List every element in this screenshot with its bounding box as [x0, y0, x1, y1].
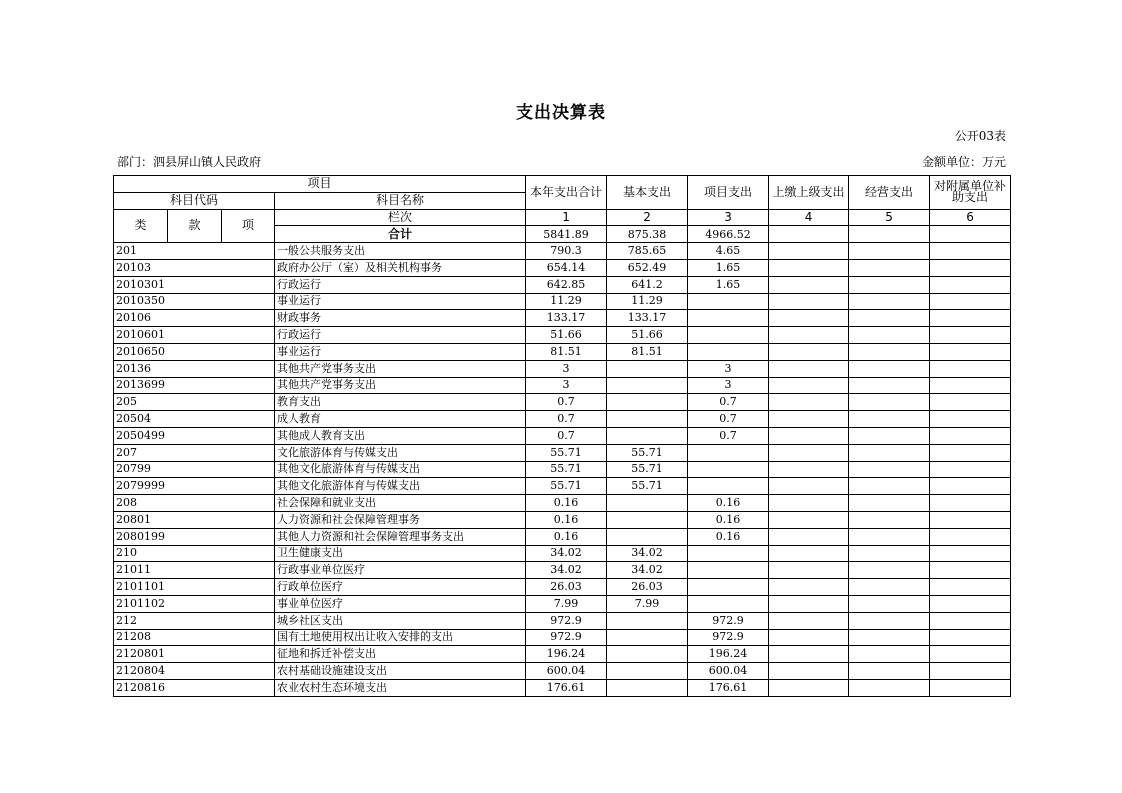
subject-name: 卫生健康支出 — [275, 545, 526, 562]
value-remit — [769, 562, 849, 579]
value-basic — [607, 377, 688, 394]
value-subsidy — [930, 293, 1011, 310]
value-project — [688, 327, 769, 344]
subject-code: 20136 — [114, 360, 275, 377]
page-title: 支出决算表 — [516, 103, 606, 123]
value-basic: 34.02 — [607, 545, 688, 562]
value-total: 3 — [526, 360, 607, 377]
value-operating — [849, 444, 930, 461]
subject-code: 2079999 — [114, 478, 275, 495]
table-row — [114, 545, 1011, 562]
value-subsidy — [930, 259, 1011, 276]
value-remit — [769, 394, 849, 411]
subject-name: 一般公共服务支出 — [275, 243, 526, 260]
value-remit — [769, 259, 849, 276]
value-subsidy — [930, 579, 1011, 596]
value-basic — [607, 511, 688, 528]
value-operating — [849, 427, 930, 444]
value-remit — [769, 595, 849, 612]
table-row — [114, 612, 1011, 629]
value-basic: 34.02 — [607, 562, 688, 579]
value-basic — [607, 411, 688, 428]
subject-name: 城乡社区支出 — [275, 612, 526, 629]
value-operating — [849, 545, 930, 562]
value-subsidy — [930, 545, 1011, 562]
value-basic: 133.17 — [607, 310, 688, 327]
value-remit — [769, 360, 849, 377]
subject-name: 社会保障和就业支出 — [275, 495, 526, 512]
table-row — [114, 646, 1011, 663]
value-project: 600.04 — [688, 663, 769, 680]
table-row — [114, 528, 1011, 545]
total-cell: 875.38 — [607, 226, 688, 243]
value-total: 654.14 — [526, 259, 607, 276]
value-basic: 785.65 — [607, 243, 688, 260]
value-operating — [849, 562, 930, 579]
value-total: 34.02 — [526, 545, 607, 562]
header-xiang: 项 — [222, 209, 275, 243]
value-subsidy — [930, 461, 1011, 478]
form-number: 公开03表 — [954, 129, 1006, 143]
value-total: 176.61 — [526, 679, 607, 696]
value-basic: 26.03 — [607, 579, 688, 596]
value-subsidy — [930, 511, 1011, 528]
value-operating — [849, 663, 930, 680]
value-project: 1.65 — [688, 259, 769, 276]
subject-code: 2120801 — [114, 646, 275, 663]
value-operating — [849, 377, 930, 394]
table-row — [114, 310, 1011, 327]
value-subsidy — [930, 528, 1011, 545]
value-operating — [849, 495, 930, 512]
value-project: 3 — [688, 377, 769, 394]
col-num: 1 — [526, 209, 607, 226]
subject-name: 其他文化旅游体育与传媒支出 — [275, 461, 526, 478]
value-basic — [607, 646, 688, 663]
value-basic — [607, 360, 688, 377]
value-subsidy — [930, 663, 1011, 680]
value-project — [688, 343, 769, 360]
value-project — [688, 562, 769, 579]
value-operating — [849, 276, 930, 293]
value-operating — [849, 612, 930, 629]
value-basic: 81.51 — [607, 343, 688, 360]
value-remit — [769, 579, 849, 596]
value-operating — [849, 461, 930, 478]
header-col-project: 项目支出 — [688, 176, 769, 210]
col-num: 2 — [607, 209, 688, 226]
value-basic — [607, 679, 688, 696]
subject-name: 财政事务 — [275, 310, 526, 327]
table-row — [114, 360, 1011, 377]
value-total: 790.3 — [526, 243, 607, 260]
subject-name: 事业运行 — [275, 343, 526, 360]
subject-code: 21208 — [114, 629, 275, 646]
subject-name: 农村基础设施建设支出 — [275, 663, 526, 680]
value-project — [688, 545, 769, 562]
col-num: 6 — [930, 209, 1011, 226]
subject-name: 行政事业单位医疗 — [275, 562, 526, 579]
value-total: 0.16 — [526, 511, 607, 528]
value-subsidy — [930, 495, 1011, 512]
value-remit — [769, 663, 849, 680]
subject-name: 人力资源和社会保障管理事务 — [275, 511, 526, 528]
subject-code: 2010650 — [114, 343, 275, 360]
subject-code: 210 — [114, 545, 275, 562]
value-total: 196.24 — [526, 646, 607, 663]
value-total: 0.7 — [526, 394, 607, 411]
value-basic — [607, 629, 688, 646]
total-cell — [769, 226, 849, 243]
value-total: 0.16 — [526, 528, 607, 545]
subject-code: 2013699 — [114, 377, 275, 394]
subject-code: 207 — [114, 444, 275, 461]
subject-name: 事业运行 — [275, 293, 526, 310]
table-row — [114, 427, 1011, 444]
value-project — [688, 595, 769, 612]
value-basic — [607, 663, 688, 680]
value-remit — [769, 377, 849, 394]
value-total: 34.02 — [526, 562, 607, 579]
value-remit — [769, 528, 849, 545]
value-project: 0.7 — [688, 411, 769, 428]
value-basic: 55.71 — [607, 461, 688, 478]
value-project: 0.16 — [688, 528, 769, 545]
value-project: 0.16 — [688, 511, 769, 528]
value-basic — [607, 612, 688, 629]
value-total: 11.29 — [526, 293, 607, 310]
col-num: 4 — [769, 209, 849, 226]
value-operating — [849, 679, 930, 696]
subject-name: 政府办公厅（室）及相关机构事务 — [275, 259, 526, 276]
value-subsidy — [930, 394, 1011, 411]
value-operating — [849, 394, 930, 411]
subject-name: 事业单位医疗 — [275, 595, 526, 612]
header-col-operating: 经营支出 — [849, 176, 930, 210]
value-subsidy — [930, 377, 1011, 394]
value-operating — [849, 327, 930, 344]
value-operating — [849, 528, 930, 545]
subject-name: 其他文化旅游体育与传媒支出 — [275, 478, 526, 495]
table-row — [114, 394, 1011, 411]
value-operating — [849, 595, 930, 612]
value-project — [688, 444, 769, 461]
value-total: 0.16 — [526, 495, 607, 512]
value-project — [688, 293, 769, 310]
subject-code: 20504 — [114, 411, 275, 428]
subject-code: 212 — [114, 612, 275, 629]
value-subsidy — [930, 629, 1011, 646]
table-row — [114, 243, 1011, 260]
value-basic: 11.29 — [607, 293, 688, 310]
value-subsidy — [930, 327, 1011, 344]
subject-code: 2080199 — [114, 528, 275, 545]
value-operating — [849, 646, 930, 663]
subject-code: 2050499 — [114, 427, 275, 444]
value-operating — [849, 411, 930, 428]
subject-name: 其他人力资源和社会保障管理事务支出 — [275, 528, 526, 545]
value-remit — [769, 461, 849, 478]
total-label: 合计 — [275, 226, 526, 243]
value-operating — [849, 579, 930, 596]
value-subsidy — [930, 562, 1011, 579]
table-row — [114, 259, 1011, 276]
value-project: 176.61 — [688, 679, 769, 696]
value-total: 7.99 — [526, 595, 607, 612]
subject-name: 文化旅游体育与传媒支出 — [275, 444, 526, 461]
table-row — [114, 595, 1011, 612]
value-subsidy — [930, 612, 1011, 629]
value-subsidy — [930, 310, 1011, 327]
header-col-subsidy: 对附属单位补助支出 — [930, 176, 1011, 210]
value-remit — [769, 478, 849, 495]
subject-code: 2010350 — [114, 293, 275, 310]
header-lanci: 栏次 — [275, 209, 526, 226]
value-remit — [769, 679, 849, 696]
value-total: 133.17 — [526, 310, 607, 327]
table-row — [114, 478, 1011, 495]
value-project — [688, 461, 769, 478]
table-row — [114, 663, 1011, 680]
value-total: 55.71 — [526, 478, 607, 495]
value-remit — [769, 612, 849, 629]
amount-unit-label: 金额单位：万元 — [921, 155, 1006, 169]
value-project: 4.65 — [688, 243, 769, 260]
subject-name: 征地和拆迁补偿支出 — [275, 646, 526, 663]
value-basic: 51.66 — [607, 327, 688, 344]
value-basic: 641.2 — [607, 276, 688, 293]
value-remit — [769, 293, 849, 310]
value-operating — [849, 478, 930, 495]
value-operating — [849, 293, 930, 310]
value-project: 972.9 — [688, 612, 769, 629]
value-subsidy — [930, 427, 1011, 444]
value-total: 600.04 — [526, 663, 607, 680]
value-remit — [769, 545, 849, 562]
value-subsidy — [930, 444, 1011, 461]
value-total: 972.9 — [526, 612, 607, 629]
value-remit — [769, 276, 849, 293]
value-project: 0.16 — [688, 495, 769, 512]
table-row — [114, 293, 1011, 310]
value-remit — [769, 411, 849, 428]
value-remit — [769, 310, 849, 327]
subject-code: 2101101 — [114, 579, 275, 596]
value-subsidy — [930, 343, 1011, 360]
value-total: 55.71 — [526, 444, 607, 461]
total-cell — [930, 226, 1011, 243]
value-total: 972.9 — [526, 629, 607, 646]
subject-code: 21011 — [114, 562, 275, 579]
table-row — [114, 679, 1011, 696]
table-row — [114, 562, 1011, 579]
value-remit — [769, 444, 849, 461]
expenditure-table — [113, 175, 1011, 697]
header-col-basic: 基本支出 — [607, 176, 688, 210]
table-row — [114, 629, 1011, 646]
value-subsidy — [930, 478, 1011, 495]
value-subsidy — [930, 276, 1011, 293]
value-remit — [769, 427, 849, 444]
value-total: 0.7 — [526, 427, 607, 444]
value-subsidy — [930, 360, 1011, 377]
department-label: 部门：泗县屏山镇人民政府 — [117, 155, 262, 169]
value-operating — [849, 360, 930, 377]
value-basic: 55.71 — [607, 444, 688, 461]
subject-code: 2120816 — [114, 679, 275, 696]
value-project — [688, 579, 769, 596]
subject-code: 2120804 — [114, 663, 275, 680]
value-subsidy — [930, 411, 1011, 428]
header-col-remit: 上缴上级支出 — [769, 176, 849, 210]
value-total: 642.85 — [526, 276, 607, 293]
value-operating — [849, 243, 930, 260]
table-row — [114, 411, 1011, 428]
value-basic: 55.71 — [607, 478, 688, 495]
subject-name: 其他成人教育支出 — [275, 427, 526, 444]
subject-code: 20106 — [114, 310, 275, 327]
subject-name: 教育支出 — [275, 394, 526, 411]
header-col-total: 本年支出合计 — [526, 176, 607, 210]
subject-code: 205 — [114, 394, 275, 411]
value-remit — [769, 343, 849, 360]
value-remit — [769, 243, 849, 260]
table-row — [114, 511, 1011, 528]
value-total: 0.7 — [526, 411, 607, 428]
value-operating — [849, 343, 930, 360]
value-basic — [607, 495, 688, 512]
value-remit — [769, 327, 849, 344]
header-category: 类 — [114, 209, 168, 243]
value-remit — [769, 629, 849, 646]
value-remit — [769, 646, 849, 663]
value-operating — [849, 511, 930, 528]
subject-code: 20103 — [114, 259, 275, 276]
table-row — [114, 276, 1011, 293]
subject-name: 行政运行 — [275, 327, 526, 344]
value-total: 3 — [526, 377, 607, 394]
value-project: 1.65 — [688, 276, 769, 293]
col-num: 3 — [688, 209, 769, 226]
value-total: 55.71 — [526, 461, 607, 478]
value-total: 81.51 — [526, 343, 607, 360]
subject-code: 2101102 — [114, 595, 275, 612]
subject-code: 20799 — [114, 461, 275, 478]
subject-code: 201 — [114, 243, 275, 260]
value-subsidy — [930, 243, 1011, 260]
value-basic — [607, 528, 688, 545]
value-remit — [769, 495, 849, 512]
subject-name: 行政运行 — [275, 276, 526, 293]
table-row — [114, 343, 1011, 360]
subject-code: 208 — [114, 495, 275, 512]
header-item: 项目 — [114, 176, 526, 193]
subject-code: 2010301 — [114, 276, 275, 293]
subject-name: 农业农村生态环境支出 — [275, 679, 526, 696]
table-row — [114, 377, 1011, 394]
table-row — [114, 327, 1011, 344]
total-cell — [849, 226, 930, 243]
value-total: 51.66 — [526, 327, 607, 344]
table-row — [114, 461, 1011, 478]
total-cell: 5841.89 — [526, 226, 607, 243]
value-remit — [769, 511, 849, 528]
value-project — [688, 478, 769, 495]
value-operating — [849, 629, 930, 646]
subject-code: 2010601 — [114, 327, 275, 344]
header-kuan: 款 — [168, 209, 222, 243]
value-subsidy — [930, 679, 1011, 696]
value-project — [688, 310, 769, 327]
subject-code: 20801 — [114, 511, 275, 528]
value-total: 26.03 — [526, 579, 607, 596]
total-cell: 4966.52 — [688, 226, 769, 243]
value-basic — [607, 427, 688, 444]
table-row — [114, 579, 1011, 596]
table-row — [114, 444, 1011, 461]
subject-name: 行政单位医疗 — [275, 579, 526, 596]
value-project: 0.7 — [688, 427, 769, 444]
header-code: 科目代码 — [114, 192, 275, 209]
value-basic: 7.99 — [607, 595, 688, 612]
subject-name: 国有土地使用权出让收入安排的支出 — [275, 629, 526, 646]
value-subsidy — [930, 646, 1011, 663]
value-project: 0.7 — [688, 394, 769, 411]
value-basic — [607, 394, 688, 411]
header-name: 科目名称 — [275, 192, 526, 209]
subject-name: 其他共产党事务支出 — [275, 377, 526, 394]
col-num: 5 — [849, 209, 930, 226]
table-row — [114, 495, 1011, 512]
value-operating — [849, 310, 930, 327]
value-project: 3 — [688, 360, 769, 377]
value-basic: 652.49 — [607, 259, 688, 276]
subject-name: 成人教育 — [275, 411, 526, 428]
value-operating — [849, 259, 930, 276]
value-project: 196.24 — [688, 646, 769, 663]
value-project: 972.9 — [688, 629, 769, 646]
subject-name: 其他共产党事务支出 — [275, 360, 526, 377]
value-subsidy — [930, 595, 1011, 612]
